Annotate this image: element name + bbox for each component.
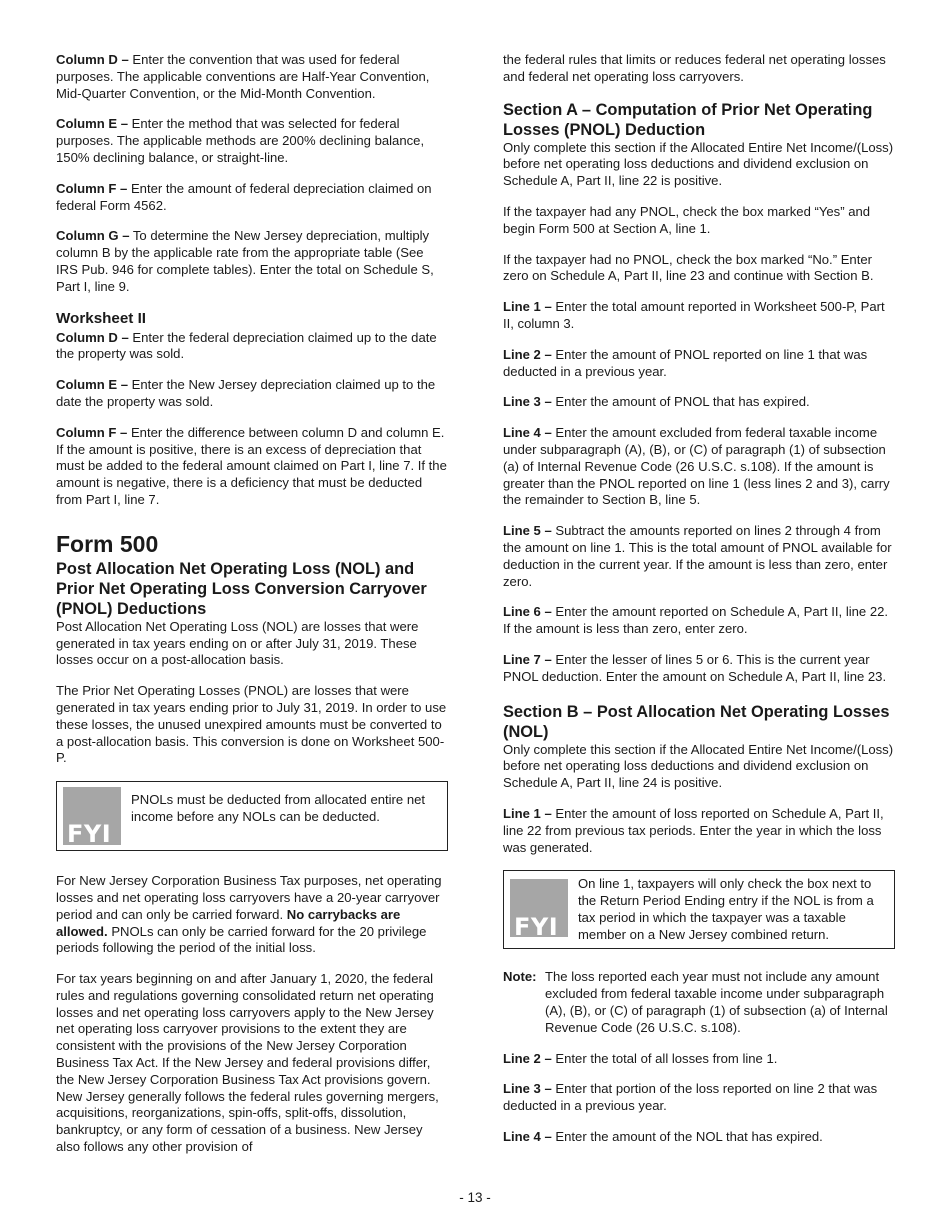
form-subtitle: Post Allocation Net Operating Loss (NOL) and Prior Net Operating Loss Conversion Carryover (PNOL) Deductions: [56, 559, 427, 618]
tax-years-2020-para: For tax years beginning on and after January 1, 2020, the federal rules and regulations governing consolidated return net operating losses and net operating loss carryovers apply to the New Jersey net operating loss carryover provisions to the extent they are consistent with the provisions of the New Jersey Corporation Business Tax Act. If the New Jersey and federal provisions differ, the New Jersey Corporation Business Tax Act provisions govern. New Jersey generally follows the federal rules governing mergers, acquisitions, reorganizations, spin-offs, split-offs, dissolution, bankruptcy, or any form of cessation of a business. New Jersey also follows any other provision of: [56, 971, 439, 1155]
nol-para: Post Allocation Net Operating Loss (NOL) are losses that were generated in tax years ending on or after July 31, 2019. These losses occur on a post-allocation basis.: [56, 618, 419, 668]
section-a-no-para: If the taxpayer had no PNOL, check the box marked “No.” Enter zero on Schedule A, Part II, line 23 and continue with Section B.: [503, 251, 874, 284]
section-b-intro: Only complete this section if the Allocated Entire Net Income/(Loss) before net operating loss deductions and dividend exclusion on Schedule A, Part II, line 24 is positive.: [503, 741, 894, 791]
section-a-heading: Section A – Computation of Prior Net Operating Losses (PNOL) Deduction: [503, 100, 873, 139]
section-a-line-2: Line 2 – Enter the amount of PNOL reported on line 1 that was deducted in a previous year.: [503, 346, 868, 379]
note-text: The loss reported each year must not include any amount excluded from federal taxable income under subparagraph (A), (B), or (C) of paragraph (1) of subsection (a) of Internal Revenue Code (26 U.S.C. s.108).: [545, 969, 888, 1035]
note: [503, 969, 895, 1036]
cbt-para: For New Jersey Corporation Business Tax purposes, net operating losses and net operating loss carryovers have a 20-year carryover period and can only be carried forward. No carrybacks are allowed. PNOLs can only be carried forward for the 20 privilege periods following the period of the initial loss.: [56, 873, 442, 956]
fyi-box: [56, 781, 448, 851]
section-b-line-4: Line 4 – Enter the amount of the NOL that has expired.: [503, 1129, 823, 1145]
section-a-line-3: Line 3 – Enter the amount of PNOL that has expired.: [503, 394, 810, 410]
column-d-para: Column D – Enter the convention that was used for federal purposes. The applicable conventions are Half-Year Convention, Mid-Quarter Convention, or the Mid-Month Convention.: [56, 52, 430, 101]
fyi-text: On line 1, taxpayers will only check the box next to the Return Period Ending entry if the NOL is from a tax period in which the taxpayer was a taxable member on a New Jersey combined return.: [578, 876, 874, 942]
fyi-icon: FYI: [510, 879, 568, 937]
section-b-line-2: Line 2 – Enter the total of all losses from line 1.: [503, 1050, 778, 1066]
column-g-para: Column G – To determine the New Jersey depreciation, multiply column B by the applicable rate from the appropriate table (See IRS Pub. 946 for complete tables). Enter the total on Schedule S, Part I, line 9.: [56, 228, 434, 294]
column-f-para: Column F – Enter the amount of federal depreciation claimed on federal Form 4562.: [56, 180, 432, 213]
worksheet-ii-heading: Worksheet II: [56, 309, 147, 327]
right-column: [503, 52, 895, 1160]
fyi-icon: FYI: [63, 787, 121, 845]
section-b-line-3: Line 3 – Enter that portion of the loss reported on line 2 that was deducted in a previous year.: [503, 1081, 878, 1114]
pnol-para: The Prior Net Operating Losses (PNOL) are losses that were generated in tax years ending prior to July 31, 2019. In order to use these losses, the unused unexpired amounts must be converted to a post-allocation basis. This conversion is done on Worksheet 500-P.: [56, 683, 447, 766]
note-label: Note:: [503, 969, 537, 985]
left-column: [56, 52, 448, 1170]
ws2-column-d-para: Column D – Enter the federal depreciation claimed up to the date the property was sold.: [56, 329, 437, 362]
section-a-yes-para: If the taxpayer had any PNOL, check the box marked “Yes” and begin Form 500 at Section A, line 1.: [503, 203, 871, 236]
section-a-line-7: Line 7 – Enter the lesser of lines 5 or 6. This is the current year PNOL deduction. Enter the amount on Schedule A, Part II, line 23.: [503, 651, 887, 684]
column-e-para: Column E – Enter the method that was selected for federal purposes. The applicable methods are 200% declining balance, 150% declining balance, or straight-line.: [56, 116, 425, 165]
section-a-line-6: Line 6 – Enter the amount reported on Schedule A, Part II, line 22. If the amount is less than zero, enter zero.: [503, 604, 889, 637]
continuation-para: the federal rules that limits or reduces federal net operating losses and federal net operating loss carryovers.: [503, 52, 886, 84]
fyi-text: PNOLs must be deducted from allocated entire net income before any NOLs can be deducted.: [131, 792, 426, 824]
section-a-line-1: Line 1 – Enter the total amount reported in Worksheet 500-P, Part II, column 3.: [503, 299, 885, 331]
section-b-line-1: Line 1 – Enter the amount of loss reported on Schedule A, Part II, line 22 from previous tax periods. Enter the year in which the loss was generated.: [503, 805, 884, 855]
section-b-heading: Section B – Post Allocation Net Operating Losses (NOL): [503, 702, 890, 741]
form-title: Form 500: [56, 530, 159, 557]
ws2-column-e-para: Column E – Enter the New Jersey depreciation claimed up to the date the property was sold.: [56, 377, 436, 409]
section-a-line-5: Line 5 – Subtract the amounts reported on lines 2 through 4 from the amount on line 1. This is the total amount of PNOL available for deduction in the current year. If the amount is less than zero, enter zero.: [503, 523, 892, 589]
page-number: - 13 -: [459, 1190, 491, 1205]
ws2-column-f-para: Column F – Enter the difference between column D and column E. If the amount is positive, there is an excess of depreciation that must be added to the federal amount claimed on Part I, line 7. If the amount is negative, there is a deficiency that must be deducted from Part I, line 7.: [56, 424, 447, 507]
fyi-box: [503, 870, 895, 949]
section-a-line-4: Line 4 – Enter the amount excluded from federal taxable income under subparagraph (A), (B), or (C) of paragraph (1) of subsection (a) of Internal Revenue Code (26 U.S.C. s.108). If the amount is greater than the PNOL reported on line 1 (less lines 2 and 3), carry the remainder to Section B, line 5.: [503, 425, 890, 508]
section-a-intro: Only complete this section if the Allocated Entire Net Income/(Loss) before net operating loss deductions and dividend exclusion on Schedule A, Part II, line 22 is positive.: [503, 139, 894, 189]
